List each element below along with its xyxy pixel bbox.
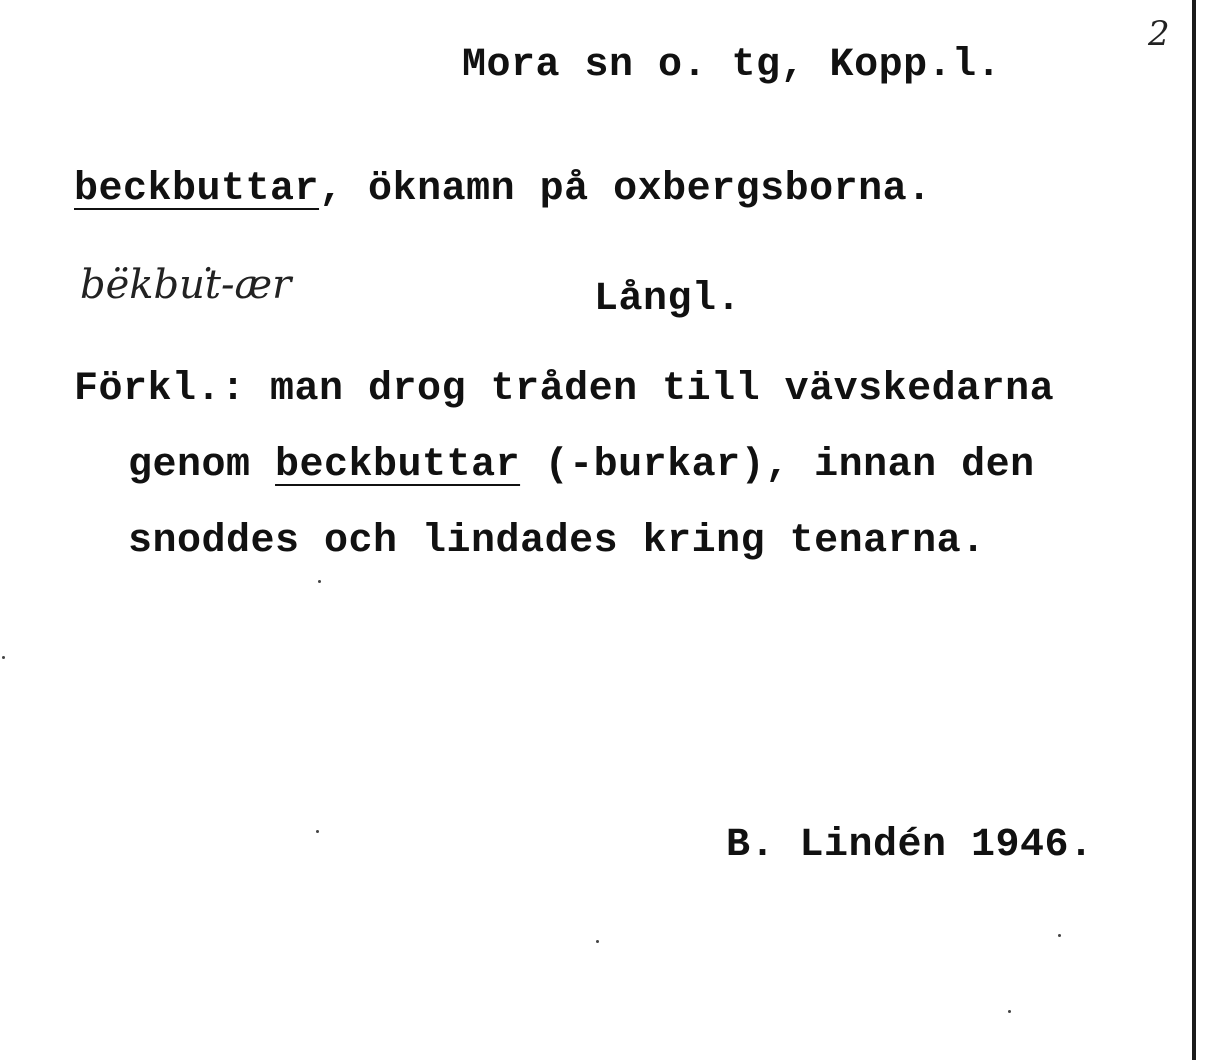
explanation-text-2a: genom	[128, 443, 276, 488]
entry-line	[74, 168, 932, 212]
signature: B. Lindén 1946.	[726, 823, 1094, 868]
explanation-line-3: snoddes och lindades kring tenarna.	[128, 519, 986, 564]
scan-speck	[596, 940, 599, 943]
explanation-text-2b: (-burkar), innan den	[520, 443, 1035, 488]
scan-speck	[318, 580, 321, 583]
definition: , öknamn på oxbergsborna.	[319, 167, 932, 212]
page-number: 2	[1148, 14, 1170, 54]
source-label: Långl.	[594, 277, 742, 322]
card-header: Mora sn o. tg, Kopp.l.	[462, 43, 1002, 88]
card-edge-line	[1192, 0, 1196, 1060]
scan-speck	[2, 656, 5, 659]
scan-speck	[1058, 934, 1061, 937]
scan-speck	[316, 830, 319, 833]
explanation-line-1	[74, 368, 1054, 412]
scan-speck	[1008, 1010, 1011, 1013]
explanation-text-1: man drog tråden till vävskedarna	[245, 367, 1055, 412]
headword: beckbuttar	[74, 167, 320, 212]
explanation-label: Förkl.:	[74, 367, 246, 412]
explanation-line-2	[128, 444, 1035, 488]
pronunciation-handwritten: bëkbu͘t-ær	[80, 262, 292, 308]
explanation-headword: beckbuttar	[275, 443, 521, 488]
